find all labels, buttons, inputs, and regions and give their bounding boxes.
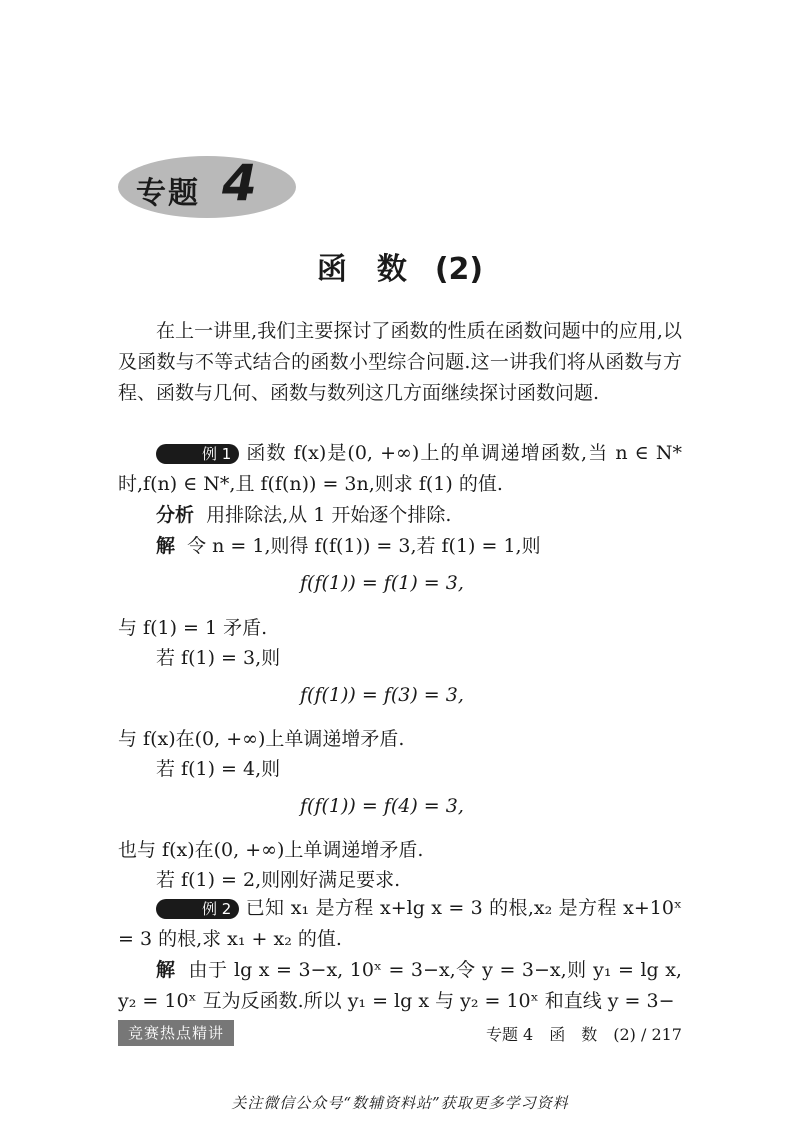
example1-statement [118, 438, 682, 500]
example1-line-d: 若 f(1) = 4,则 [156, 758, 281, 780]
chapter-badge-label: 专题 [136, 176, 200, 211]
formula-2: f(f(1)) = f(3) = 3, [300, 684, 464, 706]
example2-statement [118, 893, 682, 955]
analysis-text: 用排除法,从 1 开始逐个排除. [206, 504, 452, 526]
footer-page-info: 专题 4 函 数 (2) / 217 [485, 1025, 682, 1044]
solution-label: 解 [156, 535, 176, 557]
example1-line-e: 也与 f(x)在(0, +∞)上单调递增矛盾. [118, 839, 424, 861]
example2-text: 已知 x₁ 是方程 x+lg x = 3 的根,x₂ 是方程 x+10ˣ = 3 的根,求 x₁ + x₂ 的值. [118, 897, 682, 950]
example1-solution-line1 [156, 531, 720, 558]
example1-analysis [156, 500, 720, 527]
page-title-main: 函 数 [316, 252, 407, 287]
example1-line-f: 若 f(1) = 2,则刚好满足要求. [156, 869, 401, 891]
solution-line1-text: 令 n = 1,则得 f(f(1)) = 3,若 f(1) = 1,则 [187, 535, 541, 557]
example2-tag: 例 2 [156, 899, 239, 919]
formula-1: f(f(1)) = f(1) = 3, [300, 572, 464, 594]
example2-solution-text: 由于 lg x = 3−x, 10ˣ = 3−x,令 y = 3−x,则 y₁ = lg x, y₂ = 10ˣ 互为反函数.所以 y₁ = lg x 与 y₂ = 10ˣ 和直线 y = 3− [118, 959, 682, 1012]
footer-series-label: 竞赛热点精讲 [118, 1020, 234, 1046]
page-title [0, 244, 800, 288]
analysis-label: 分析 [156, 504, 195, 526]
example1-line-a: 与 f(1) = 1 矛盾. [118, 617, 268, 639]
example2-solution-label: 解 [156, 959, 176, 981]
chapter-badge-number: 4 [222, 154, 257, 212]
page-title-sub: (2) [434, 252, 484, 287]
example1-line-c: 与 f(x)在(0, +∞)上单调递增矛盾. [118, 728, 405, 750]
example1-line-b: 若 f(1) = 3,则 [156, 647, 281, 669]
intro-paragraph: 在上一讲里,我们主要探讨了函数的性质在函数问题中的应用,以及函数与不等式结合的函数小型综合问题.这一讲我们将从函数与方程、函数与几何、函数与数列这几方面继续探讨函数问题. [118, 320, 682, 404]
example1-text: 函数 f(x)是(0, +∞)上的单调递增函数,当 n ∈ N* 时,f(n) ∈ N*,且 f(f(n)) = 3n,则求 f(1) 的值. [118, 442, 682, 495]
formula-3: f(f(1)) = f(4) = 3, [300, 795, 464, 817]
example1-tag: 例 1 [156, 444, 239, 464]
example2-solution [118, 955, 682, 1017]
bottom-watermark-note: 关注微信公众号“数辅资料站”获取更多学习资料 [231, 1094, 569, 1112]
